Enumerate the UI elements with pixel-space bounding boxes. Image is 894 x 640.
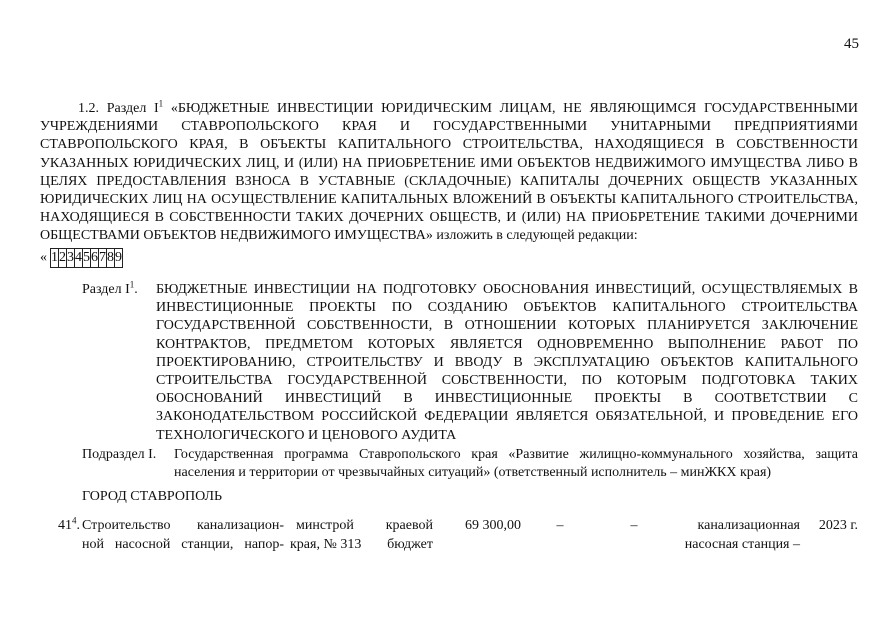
row-number bbox=[40, 517, 80, 536]
customer bbox=[290, 517, 372, 554]
intro-lead: 1.2. Раздел I bbox=[78, 101, 159, 116]
column-number: 8 bbox=[107, 249, 115, 268]
subsection-title: Государственная программа Ставропольского края «Развитие жилищно-коммунального хозяйства, защита населения и территории от чрезвычайных ситуаций» (ответственный исполнитель – минЖКХ края) bbox=[174, 447, 858, 481]
column-number: 6 bbox=[91, 249, 99, 268]
funding-source bbox=[375, 517, 433, 554]
year: 2023 г. bbox=[818, 518, 858, 533]
section-label-text: Раздел I bbox=[82, 282, 130, 297]
amendment-intro-text bbox=[40, 100, 858, 246]
section-label-end: . bbox=[134, 282, 138, 297]
row-number-sup: 4 bbox=[72, 515, 77, 526]
amendment-intro bbox=[40, 100, 858, 246]
section-label-sup: 1 bbox=[129, 279, 135, 290]
result bbox=[640, 517, 800, 554]
column-number: 1 bbox=[51, 249, 59, 268]
page-number: 45 bbox=[844, 36, 859, 52]
result-line: насосная станция – bbox=[684, 536, 800, 552]
column-number: 5 bbox=[83, 249, 91, 268]
column-number: 2 bbox=[59, 249, 67, 268]
customer-line: края, № 313 bbox=[290, 536, 362, 552]
intro-lead-sup: 1 bbox=[158, 98, 164, 109]
section-title: БЮДЖЕТНЫЕ ИНВЕСТИЦИИ НА ПОДГОТОВКУ ОБОСНОВАНИЯ ИНВЕСТИЦИЙ, ОСУЩЕСТВЛЯЕМЫХ В ИНВЕСТИЦИОННЫЕ ПРОЕКТЫ ПО СОЗДАНИЮ ОБЪЕКТОВ КАПИТАЛЬНОГО СТРОИТЕЛЬСТВА ГОСУДАРСТВЕННОЙ СОБСТВЕННОСТИ, В ОТНОШЕНИИ КОТОРЫХ ПЛАНИРУЕТСЯ ЗАКЛЮЧЕНИЕ КОНТРАКТОВ, ПРЕДМЕТОМ КОТОРЫХ ЯВЛЯЕТСЯ ОДНОВРЕМЕННО ВЫПОЛНЕНИЕ РАБОТ ПО ПРОЕКТИРОВАНИЮ, СТРОИТЕЛЬСТВУ И ВВОДУ В ЭКСПЛУАТАЦИЮ ОБЪЕКТОВ КАПИТАЛЬНОГО СТРОИТЕЛЬСТВА ГОСУДАРСТВЕННОЙ СОБСТВЕННОСТИ, ПО КОТОРЫМ ПОДГОТОВКА ТАКИХ ОБОСНОВАНИЙ ИНВЕСТИЦИЙ В ИНВЕСТИЦИОННЫЕ ПРОЕКТЫ В СООТВЕТСТВИИ С ЗАКОНОДАТЕЛЬСТВОМ РОССИЙСКОЙ ФЕДЕРАЦИИ ЯВЛЯЕТСЯ ОБЯЗАТЕЛЬНОЙ, И ПРОВЕДЕНИЕ ЕГО ТЕХНОЛОГИЧЕСКОГО И ЦЕНОВОГО АУДИТА bbox=[156, 282, 858, 443]
object-name bbox=[82, 517, 284, 554]
column-number-table bbox=[50, 248, 123, 268]
object-name-line: Строительство канализацион- bbox=[82, 518, 284, 533]
row-number-text: 41 bbox=[58, 518, 72, 533]
city-heading: ГОРОД СТАВРОПОЛЬ bbox=[82, 489, 223, 504]
funding-source-line: бюджет bbox=[387, 536, 433, 552]
column-number: 3 bbox=[67, 249, 75, 268]
column-number: 7 bbox=[99, 249, 107, 268]
dash-cell: – bbox=[630, 518, 638, 533]
intro-body: «БЮДЖЕТНЫЕ ИНВЕСТИЦИИ ЮРИДИЧЕСКИМ ЛИЦАМ, НЕ ЯВЛЯЮЩИМСЯ ГОСУДАРСТВЕННЫМИ УЧРЕЖДЕНИЯМИ СТАВРОПОЛЬСКОГО КРАЯ И ГОСУДАРСТВЕННЫМИ УНИТАРНЫМИ ПРЕДПРИЯТИЯМИ СТАВРОПОЛЬСКОГО КРАЯ, В ОБЪЕКТЫ КАПИТАЛЬНОГО СТРОИТЕЛЬСТВА, НАХОДЯЩИЕСЯ В СОБСТВЕННОСТИ УКАЗАННЫХ ЮРИДИЧЕСКИХ ЛИЦ, И (ИЛИ) НА ПРИОБРЕТЕНИЕ ИМИ ОБЪЕКТОВ НЕДВИЖИМОГО ИМУЩЕСТВА ЛИБО В ЦЕЛЯХ ПРЕДОСТАВЛЕНИЯ ВЗНОСА В УСТАВНЫЕ (СКЛАДОЧНЫЕ) КАПИТАЛЫ ДОЧЕРНИХ ОБЩЕСТВ УКАЗАННЫХ ЮРИДИЧЕСКИХ ЛИЦ НА ОСУЩЕСТВЛЕНИЕ КАПИТАЛЬНЫХ ВЛОЖЕНИЙ В ОБЪЕКТЫ КАПИТАЛЬНОГО СТРОИТЕЛЬСТВА, НАХОДЯЩИЕСЯ В СОБСТВЕННОСТИ ТАКИХ ДОЧЕРНИХ ОБЩЕСТВ, И (ИЛИ) НА ПРИОБРЕТЕНИЕ ТАКИМИ ДОЧЕРНИМИ ОБЩЕСТВАМИ ОБЪЕКТОВ НЕДВИЖИМОГО ИМУЩЕСТВА» изложить в следующей редакции: bbox=[40, 101, 859, 244]
open-quote: « bbox=[40, 250, 47, 265]
object-name-line: ной насосной станции, напор- bbox=[82, 536, 284, 552]
column-number: 4 bbox=[75, 249, 83, 268]
funding-source-line: краевой bbox=[385, 518, 433, 533]
customer-line: минстрой bbox=[296, 518, 354, 533]
result-line: канализационная bbox=[697, 518, 800, 533]
dash-cell: – bbox=[556, 518, 564, 533]
section-label bbox=[82, 281, 154, 299]
row-number-end: . bbox=[76, 518, 80, 533]
subsection-label: Подраздел I. bbox=[82, 447, 157, 462]
column-number: 9 bbox=[115, 249, 123, 268]
amount: 69 300,00 bbox=[465, 518, 521, 533]
